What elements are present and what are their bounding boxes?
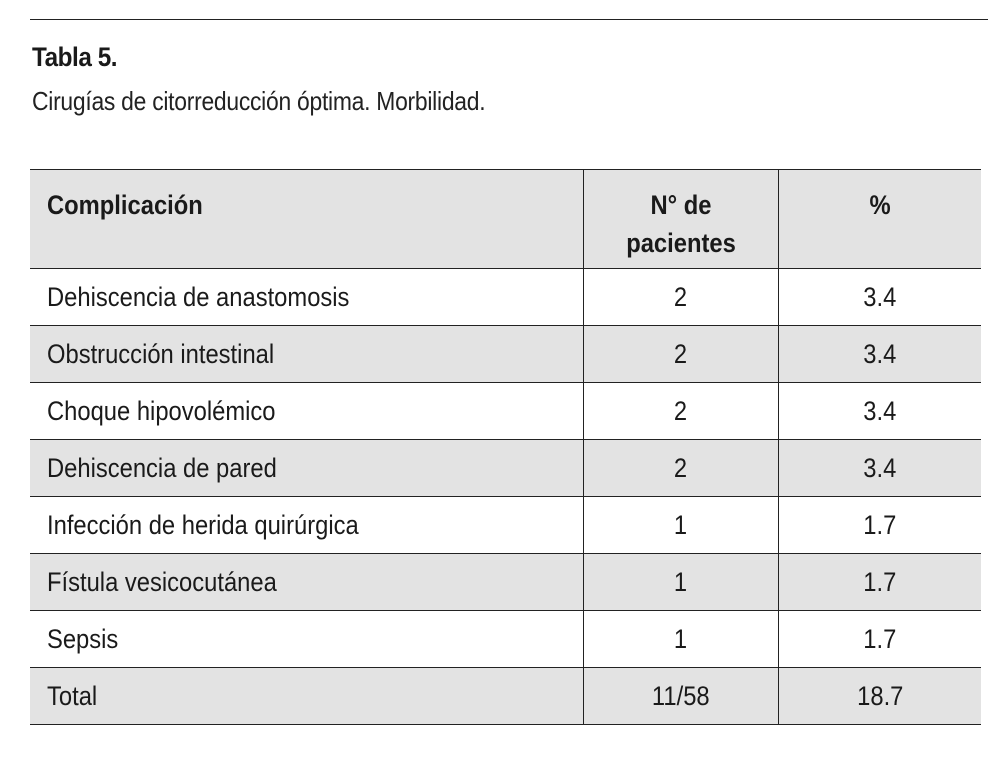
table-label: Tabla 5.: [32, 42, 118, 72]
header-complication: Complicación: [30, 170, 583, 269]
table-header-row: [30, 170, 981, 269]
cell-percent: 3.4: [778, 326, 981, 383]
cell-patients: 2: [583, 383, 778, 440]
table-row: [30, 383, 981, 440]
cell-complication: Sepsis: [30, 611, 583, 668]
cell-complication: Infección de herida quirúrgica: [30, 497, 583, 554]
table-caption: Cirugías de citorreducción óptima. Morbilidad.: [32, 86, 486, 116]
morbidity-table: [30, 169, 981, 725]
cell-complication: Obstrucción intestinal: [30, 326, 583, 383]
cell-patients: 1: [583, 554, 778, 611]
table-row: [30, 269, 981, 326]
cell-patients: 2: [583, 326, 778, 383]
cell-patients: 2: [583, 269, 778, 326]
cell-percent: 1.7: [778, 611, 981, 668]
cell-complication: Choque hipovolémico: [30, 383, 583, 440]
header-patients: N° de pacientes: [583, 170, 778, 269]
cell-percent: 3.4: [778, 440, 981, 497]
header-percent: %: [778, 170, 981, 269]
table-row: [30, 554, 981, 611]
cell-total-label: Total: [30, 668, 583, 725]
cell-complication: Dehiscencia de anastomosis: [30, 269, 583, 326]
cell-patients: 1: [583, 611, 778, 668]
table-row: [30, 611, 981, 668]
cell-patients: 1: [583, 497, 778, 554]
table-row: [30, 497, 981, 554]
cell-percent: 3.4: [778, 269, 981, 326]
cell-total-percent: 18.7: [778, 668, 981, 725]
table-row: [30, 440, 981, 497]
table-row: [30, 326, 981, 383]
cell-percent: 1.7: [778, 554, 981, 611]
table-total-row: [30, 668, 981, 725]
cell-complication: Dehiscencia de pared: [30, 440, 583, 497]
cell-percent: 3.4: [778, 383, 981, 440]
cell-complication: Fístula vesicocutánea: [30, 554, 583, 611]
cell-total-patients: 11/58: [583, 668, 778, 725]
cell-patients: 2: [583, 440, 778, 497]
cell-percent: 1.7: [778, 497, 981, 554]
top-rule: [30, 19, 988, 20]
